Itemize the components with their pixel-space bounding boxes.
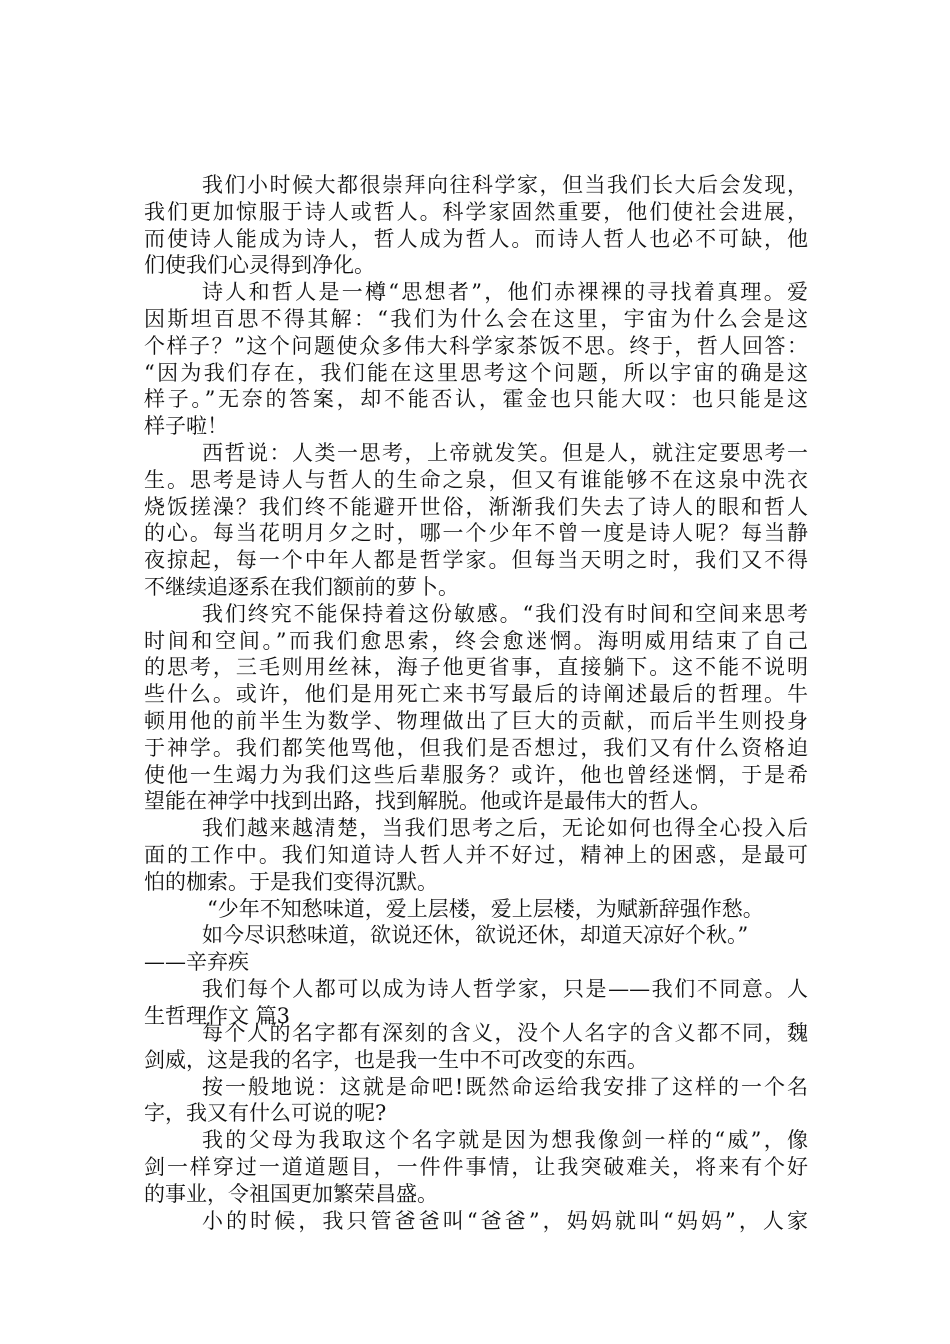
paragraph-line: 每个人的名字都有深刻的含义，没个人名字的含义都不同，魏	[202, 1021, 808, 1045]
paragraph-line: 字，我又有什么可说的呢?	[144, 1101, 387, 1126]
quote-line: 如今尽识愁味道，欲说还休，欲说还休，却道天凉好个秋。”	[202, 923, 749, 948]
paragraph	[144, 601, 808, 815]
poem-quote	[144, 896, 808, 976]
paragraph-line: 的事业，令祖国更加繁荣昌盛。	[144, 1181, 438, 1206]
quote-line: “少年不知愁味道，爱上层楼，爱上层楼，为赋新辞强作愁。	[207, 896, 764, 921]
paragraph-line: 我们小时候大都很崇拜向往科学家，但当我们长大后会发现，	[202, 173, 808, 197]
paragraph-line: 小的时候，我只管爸爸叫“爸爸”，妈妈就叫“妈妈”，人家	[202, 1208, 808, 1233]
paragraph	[144, 440, 808, 601]
paragraph-line: 西哲说：人类一思考，上帝就发笑。但是人，就注定要思考一	[202, 440, 808, 465]
paragraph-line: 的心。每当花明月夕之时，哪一个少年不曾一度是诗人呢？每当静	[144, 521, 808, 546]
paragraph-line: 些什么。或许，他们是用死亡来书写最后的诗阐述最后的哲理。牛	[144, 682, 808, 707]
paragraph	[144, 279, 808, 440]
paragraph-line: 而使诗人能成为诗人，哲人成为哲人。而诗人哲人也必不可缺，他	[144, 226, 808, 251]
paragraph-line: 样子啦！	[144, 414, 228, 439]
paragraph	[144, 1208, 808, 1235]
paragraph-line: 按一般地说：这就是命吧!既然命运给我安排了这样的一个名	[202, 1074, 808, 1099]
paragraph-line: 们使我们心灵得到净化。	[144, 253, 375, 278]
paragraph-line: 诗人和哲人是一樽“思想者”，他们赤裸裸的寻找着真理。爱	[202, 280, 808, 305]
paragraph-line: 于神学。我们都笑他骂他，但我们是否想过，我们又有什么资格迫	[144, 735, 808, 760]
paragraph-line: 怕的枷索。于是我们变得沉默。	[144, 869, 438, 894]
essay-body-top	[144, 172, 808, 1030]
paragraph-line: 我们更加惊服于诗人或哲人。科学家固然重要，他们使社会进展，	[144, 199, 808, 224]
paragraph-line: 望能在神学中找到出路，找到解脱。他或许是最伟大的哲人。	[144, 789, 711, 814]
paragraph-line: “因为我们存在，我们能在这里思考这个问题，所以宇宙的确是这	[144, 360, 808, 385]
paragraph-line: 剑威，这是我的名字，也是我一生中不可改变的东西。	[144, 1047, 648, 1072]
paragraph-line: 夜掠起，每一个中年人都是哲学家。但每当天明之时，我们又不得	[144, 548, 808, 573]
paragraph-line: 面的工作中。我们知道诗人哲人并不好过，精神上的困惑，是最可	[144, 842, 808, 867]
paragraph-line: 顿用他的前半生为数学、物理做出了巨大的贡献，而后半生则投身	[144, 708, 808, 733]
essay-body-bottom	[144, 1020, 808, 1234]
paragraph-line: 使他一生竭力为我们这些后辈服务？或许，他也曾经迷惘，于是希	[144, 762, 808, 787]
paragraph	[144, 815, 808, 895]
paragraph-line: 我们终究不能保持着这份敏感。“我们没有时间和空间来思考	[202, 601, 808, 626]
paragraph	[144, 1127, 808, 1207]
paragraph-line: 时间和空间。”而我们愈思索，终会愈迷惘。海明威用结束了自己	[144, 628, 808, 653]
quote-author: ——辛弃疾	[144, 950, 249, 975]
paragraph-line: 因斯坦百思不得其解：“我们为什么会在这里，宇宙为什么会是这	[144, 306, 808, 331]
paragraph-line: 烧饭搓澡？我们终不能避开世俗，渐渐我们失去了诗人的眼和哲人	[144, 494, 808, 519]
paragraph-line: 样子。”无奈的答案，却不能否认，霍金也只能大叹：也只能是这	[144, 387, 808, 412]
paragraph-line: 剑一样穿过一道道题目，一件件事情，让我突破难关，将来有个好	[144, 1154, 808, 1179]
paragraph-line: 我的父母为我取这个名字就是因为想我像剑一样的“威”，像	[202, 1128, 808, 1153]
paragraph-line: 生。思考是诗人与哲人的生命之泉，但又有谁能够不在这泉中洗衣	[144, 467, 808, 492]
paragraph	[144, 1074, 808, 1128]
paragraph-line: 的思考，三毛则用丝袜，海子他更省事，直接躺下。这不能不说明	[144, 655, 808, 680]
paragraph-line: 我们越来越清楚，当我们思考之后，无论如何也得全心投入后	[202, 816, 808, 841]
paragraph-line: 个样子？”这个问题使众多伟大科学家茶饭不思。终于，哲人回答：	[144, 333, 808, 358]
paragraph	[144, 172, 808, 279]
paragraph-line: 我们每个人都可以成为诗人哲学家，只是——我们不同意。人	[202, 976, 808, 1001]
paragraph	[144, 1020, 808, 1074]
section-heading: 生哲理作文 篇3	[144, 1003, 291, 1028]
paragraph-line: 不继续追逐系在我们额前的萝卜。	[144, 574, 459, 599]
